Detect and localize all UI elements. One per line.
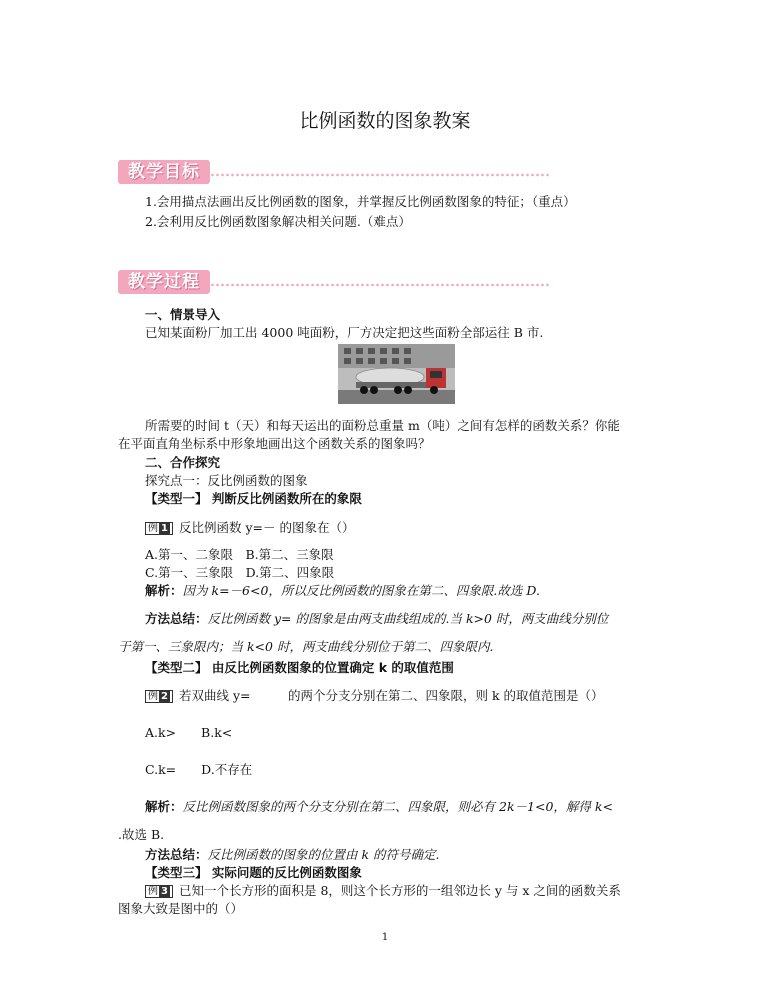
analysis-text-2: .故选 B. — [118, 827, 165, 842]
page-title: 比例函数的图象教案 — [299, 110, 471, 132]
analysis-text: 因为 k=－6<0，所以反比例函数的图象在第二、四象限.故选 D. — [182, 583, 540, 598]
example-1-analysis — [145, 581, 540, 599]
example-badge — [145, 885, 173, 898]
analysis-text-1: 反比例函数图象的两个分支分别在第二、四象限，则必有 2k－1<0，解得 k< — [182, 799, 613, 814]
goal-line-1: 1.会用描点法画出反比例函数的图象，并掌握反比例函数图象的特征；（重点） — [145, 194, 576, 209]
example-badge — [145, 522, 173, 535]
decorative-dots — [210, 173, 550, 177]
truck-image-icon — [338, 344, 455, 404]
type2-heading: 【类型二】 由反比例函数图象的位置确定 k 的取值范围 — [145, 660, 454, 675]
example-2-options-cd: C.k= D.不存在 — [145, 762, 253, 777]
type1-heading: 【类型一】 判断反比例函数所在的象限 — [145, 491, 362, 506]
method-text: 反比例函数的图象的位置由 k 的符号确定. — [207, 847, 440, 862]
example-1-method — [145, 609, 608, 627]
example-2-options-ab: A.k> B.k< — [145, 725, 233, 740]
method-label: 方法总结： — [145, 847, 208, 862]
example-badge-number: 3 — [161, 886, 168, 897]
method-text-2: 于第一、三象限内；当 k<0 时，两支曲线分别位于第二、四象限内. — [118, 639, 494, 654]
example-1-text: 反比例函数 y=－ 的图象在（） — [178, 520, 355, 535]
analysis-label: 解析： — [145, 583, 183, 598]
section-label-goals: 教学目标 — [118, 160, 210, 184]
section-label-process: 教学过程 — [118, 270, 210, 294]
explore-heading: 二、合作探究 — [145, 455, 221, 470]
example-1 — [145, 518, 354, 536]
example-3 — [145, 881, 621, 899]
example-badge-text: 例 — [148, 523, 158, 534]
page-number: 1 — [381, 932, 389, 943]
example-badge — [145, 690, 173, 703]
example-1-options-cd: C.第一、三象限 D.第二、四象限 — [145, 565, 335, 580]
method-text-1: 反比例函数 y= 的图象是由两支曲线组成的.当 k>0 时，两支曲线分别位 — [207, 611, 609, 626]
example-badge-text: 例 — [148, 691, 158, 702]
method-label: 方法总结： — [145, 611, 208, 626]
decorative-dots — [210, 283, 550, 287]
intro-line: 已知某面粉厂加工出 4000 吨面粉，厂方决定把这些面粉全部运往 B 市. — [145, 325, 544, 340]
example-badge-number: 2 — [161, 691, 168, 702]
analysis-label: 解析： — [145, 799, 183, 814]
example-3-text-2: 图象大致是图中的（） — [118, 901, 244, 916]
intro-question-2: 在平面直角坐标系中形象地画出这个函数关系的图象吗？ — [118, 436, 431, 451]
truck-photo — [338, 344, 455, 404]
intro-question-1: 所需要的时间 t（天）和每天运出的面粉总重量 m（吨）之间有怎样的函数关系？你能 — [145, 418, 620, 433]
example-2-text: 若双曲线 y= 的两个分支分别在第二、四象限，则 k 的取值范围是（） — [178, 688, 604, 703]
example-badge-text: 例 — [148, 886, 158, 897]
explore-point-1: 探究点一：反比例函数的图象 — [145, 473, 308, 488]
example-2-analysis — [145, 797, 613, 815]
example-2-method — [145, 845, 440, 863]
example-2 — [145, 686, 604, 704]
intro-heading: 一、情景导入 — [145, 307, 221, 322]
type3-heading: 【类型三】 实际问题的反比例函数图象 — [145, 865, 362, 880]
example-badge-number: 1 — [161, 523, 168, 534]
example-3-text-1: 已知一个长方形的面积是 8，则这个长方形的一组邻边长 y 与 x 之间的函数关系 — [178, 883, 621, 898]
goal-line-2: 2.会利用反比例函数图象解决相关问题.（难点） — [145, 214, 411, 229]
example-1-options-ab: A.第一、二象限 B.第二、三象限 — [145, 547, 334, 562]
